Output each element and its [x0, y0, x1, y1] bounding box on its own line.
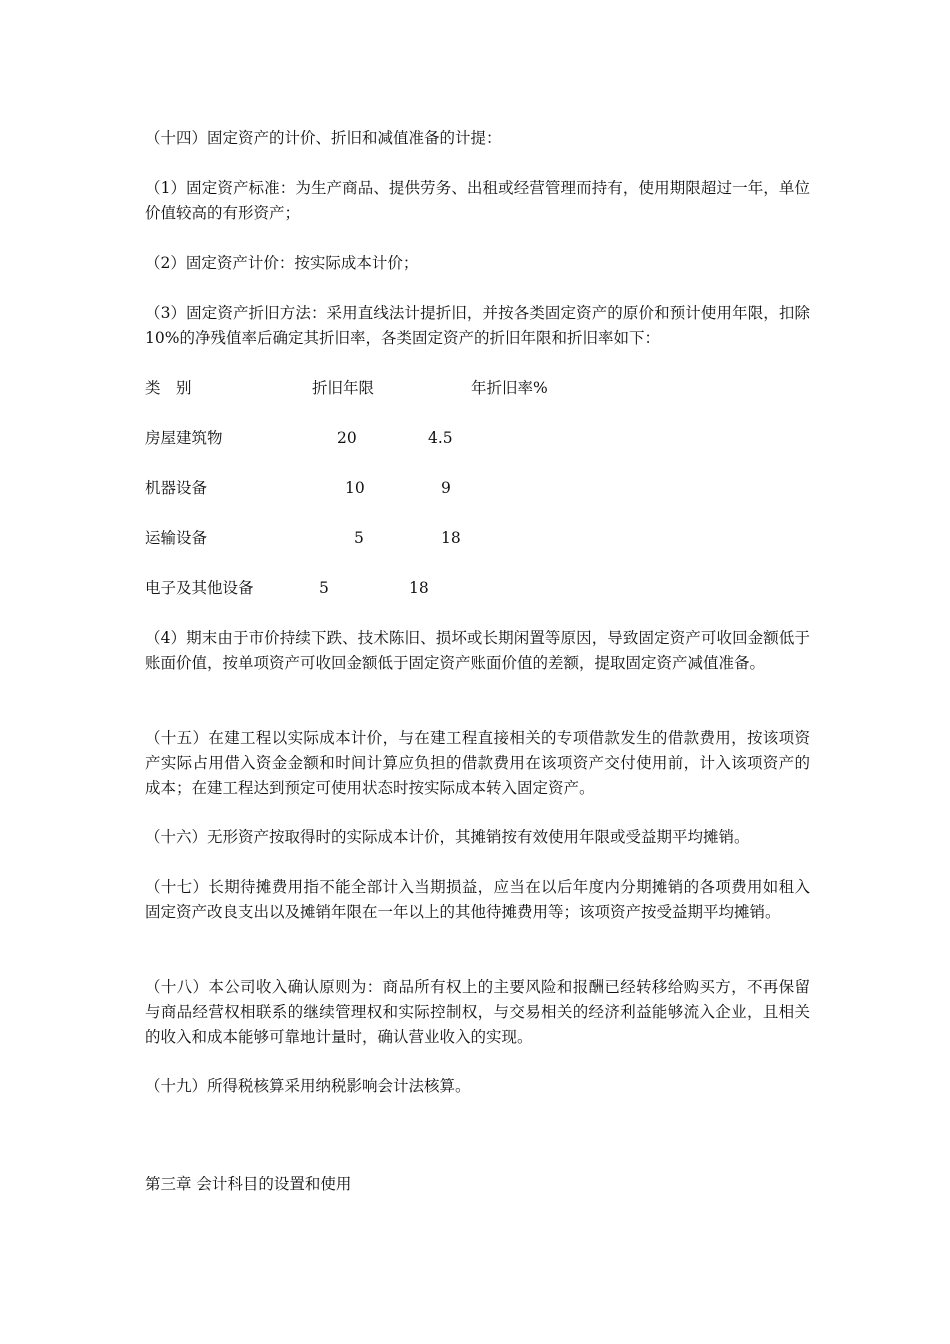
row-rate: 18 — [409, 579, 429, 597]
row-rate: 18 — [441, 529, 461, 547]
row-category: 运输设备 — [145, 529, 208, 547]
section-15: （十五）在建工程以实际成本计价，与在建工程直接相关的专项借款发生的借款费用，按该项资产实际占用借入资金金额和时间计算应负担的借款费用在该项资产交付使用前，计入该项资产的成本；在建工程达到预定可使用状态时按实际成本转入固定资产。 — [145, 729, 810, 797]
section-16: （十六）无形资产按取得时的实际成本计价，其摊销按有效使用年限或受益期平均摊销。 — [145, 828, 750, 846]
section-14-item-1: （1）固定资产标准：为生产商品、提供劳务、出租或经营管理而持有，使用期限超过一年，单位价值较高的有形资产； — [145, 179, 810, 222]
section-17: （十七）长期待摊费用指不能全部计入当期损益，应当在以后年度内分期摊销的各项费用如租入固定资产改良支出以及摊销年限在一年以上的其他待摊费用等；该项资产按受益期平均摊销。 — [145, 878, 810, 921]
section-14-item-3: （3）固定资产折旧方法：采用直线法计提折旧，并按各类固定资产的原价和预计使用年限，扣除10%的净残值率后确定其折旧率，各类固定资产的折旧年限和折旧率如下： — [145, 304, 810, 347]
section-14-title: （十四）固定资产的计价、折旧和减值准备的计提： — [145, 129, 502, 147]
section-14-item-4: （4）期末由于市价持续下跌、技术陈旧、损坏或长期闲置等原因，导致固定资产可收回金额低于账面价值，按单项资产可收回金额低于固定资产账面价值的差额，提取固定资产减值准备。 — [145, 629, 810, 672]
section-19: （十九）所得税核算采用纳税影响会计法核算。 — [145, 1077, 471, 1095]
row-rate: 9 — [441, 479, 451, 497]
row-years: 5 — [354, 529, 364, 547]
row-category: 机器设备 — [145, 479, 208, 497]
row-category: 电子及其他设备 — [145, 579, 254, 597]
header-years: 折旧年限 — [312, 379, 375, 397]
row-years: 10 — [345, 479, 365, 497]
row-category: 房屋建筑物 — [145, 429, 223, 447]
row-years: 20 — [337, 429, 357, 447]
section-18: （十八）本公司收入确认原则为：商品所有权上的主要风险和报酬已经转移给购买方，不再保留与商品经营权相联系的继续管理权和实际控制权，与交易相关的经济利益能够流入企业，且相关的收入和成本能够可靠地计量时，确认营业收入的实现。 — [145, 978, 810, 1046]
section-14-item-2: （2）固定资产计价：按实际成本计价； — [145, 254, 419, 272]
row-rate: 4.5 — [428, 429, 453, 447]
header-category: 类 别 — [145, 379, 192, 397]
header-rate: 年折旧率% — [471, 379, 548, 397]
row-years: 5 — [319, 579, 329, 597]
chapter-heading: 第三章 会计科目的设置和使用 — [145, 1175, 352, 1193]
